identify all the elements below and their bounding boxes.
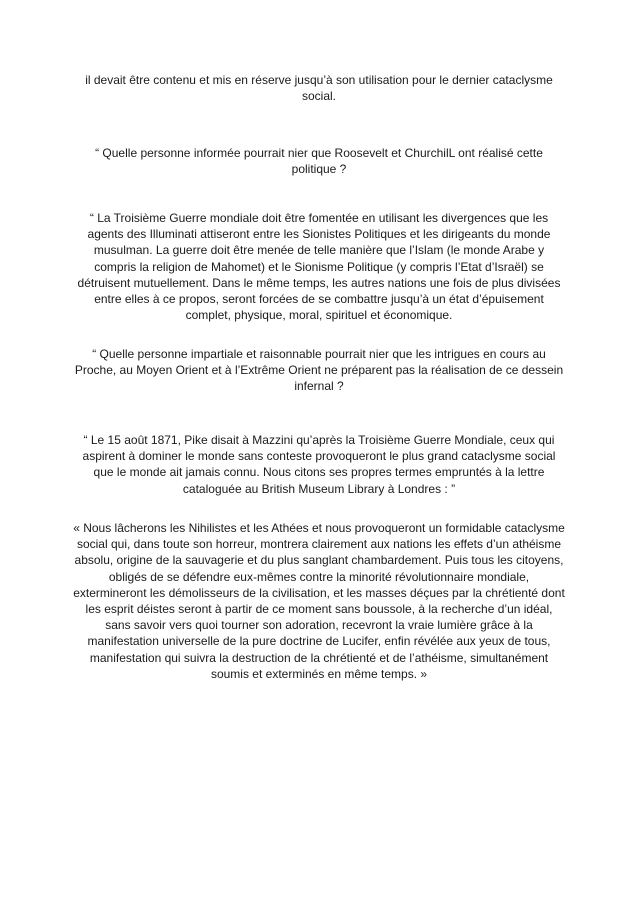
paragraph-5: “ Le 15 août 1871, Pike disait à Mazzini qu’après la Troisième Guerre Mondiale, ceux qui aspirent à dominer le monde sans conteste provoqueront le plus grand cataclysme social que le monde ait jamais connu. Nous citons ses propres termes empruntés à la lettre cataloguée au British Museum Library à Londres : ” <box>82 433 556 496</box>
paragraph-2: “ Quelle personne informée pourrait nier que Roosevelt et ChurchilL ont réalisé cette politique ? <box>95 146 543 177</box>
paragraph-6: « Nous lâcherons les Nihilistes et les Athées et nous provoqueront un formidable cataclysme social qui, dans toute son horreur, montrera clairement aux nations les effets d’un athéisme absolu, origine de la sauvagerie et du plus sanglant chambardement. Puis tous les citoyens, obligés de se défendre eux-mêmes contre la minorité révolutionnaire mondiale, extermineront les démolisseurs de la civilisation, et les masses déçues par la chrétienté dont les esprit déistes seront à partir de ce moment sans boussole, à la recherche d’un idéal, sans savoir vers quoi tourner son adoration, recevront la vraie lumière grâce à la manifestation universelle de la pure doctrine de Lucifer, enfin révélée aux yeux de tous, manifestation qui suivra la destruction de la chrétienté et de l’athéisme, simultanément soumis et exterminés en même temps. » <box>73 521 565 681</box>
paragraph-4: “ Quelle personne impartiale et raisonnable pourrait nier que les intrigues en cours au Proche, au Moyen Orient et à l’Extrême Orient ne préparent pas la réalisation de ce dessein infernal ? <box>74 347 564 394</box>
paragraph-3: “ La Troisième Guerre mondiale doit être fomentée en utilisant les divergences que les agents des Illuminati attiseront entre les Sionistes Politiques et les dirigeants du monde musulman. La guerre doit être menée de telle manière que l’Islam (le monde Arabe y compris la religion de Mahomet) et le Sionisme Politique (y compris l’Etat d’Israël) se détruisent mutuellement. Dans le même temps, les autres nations une fois de plus divisées entre elles à ce propos, seront forcées de se combattre jusqu’à un état d’épuisement complet, physique, moral, spirituel et économique. <box>77 211 561 323</box>
paragraph-1: il devait être contenu et mis en réserve jusqu’à son utilisation pour le dernier cataclysme social. <box>85 73 553 104</box>
